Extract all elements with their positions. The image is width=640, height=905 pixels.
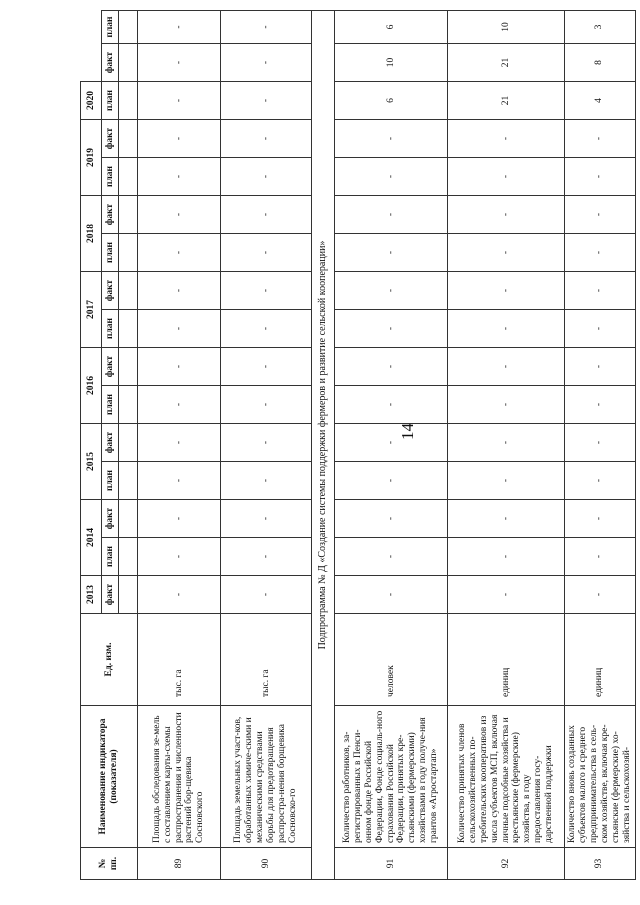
cell-value: 21 <box>448 82 565 120</box>
cell-value: - <box>138 576 221 614</box>
cell-value: - <box>335 196 448 234</box>
cell-value: - <box>335 462 448 500</box>
cell-value: - <box>221 44 312 82</box>
row-num: 92 <box>448 848 565 880</box>
cell-value: - <box>138 348 221 386</box>
header-fact: факт <box>102 272 119 310</box>
table-row <box>335 11 448 880</box>
header-fact: факт <box>102 120 119 158</box>
header-fact: факт <box>102 576 119 614</box>
row-name: Количество вновь созданных субъектов малого и среднего предпринимательства в сель-ском хозяйстве, включая кре-стьянские (фермерские) хо-зяйства и сельскохозяй- <box>565 706 636 848</box>
cell-value: - <box>565 576 636 614</box>
cell-value: - <box>335 234 448 272</box>
cell-value: - <box>138 462 221 500</box>
cell-value: - <box>448 196 565 234</box>
cell-value: - <box>221 538 312 576</box>
cell-value: - <box>448 500 565 538</box>
cell-value: - <box>221 120 312 158</box>
row-name: Количество принятых членов сельскохозяйственных по-требительских кооперативов из числа субъектов МСП, включая личные подсобные хозяйства и крестьянские (фермерские) хозяйства, в году предоставления госу-дарственной поддержки <box>448 706 565 848</box>
cell-value: - <box>221 158 312 196</box>
page-number: 14 <box>398 423 417 440</box>
cell-value: - <box>138 272 221 310</box>
header-year: 2016 <box>81 348 102 424</box>
cell-value: - <box>448 348 565 386</box>
cell-value: - <box>565 310 636 348</box>
cell-value: - <box>335 386 448 424</box>
cell-value: - <box>221 500 312 538</box>
header-row-years <box>81 11 102 880</box>
header-year: 2019 <box>81 120 102 196</box>
header-plan: план <box>102 158 119 196</box>
cell-value: 8 <box>565 44 636 82</box>
cell-value: - <box>138 196 221 234</box>
cell-value: - <box>138 500 221 538</box>
cell-value: - <box>448 120 565 158</box>
table-row <box>448 11 565 880</box>
header-fact: факт <box>102 196 119 234</box>
cell-value: 10 <box>448 11 565 44</box>
cell-value: - <box>448 386 565 424</box>
cell-value: - <box>565 424 636 462</box>
cell-value: - <box>448 158 565 196</box>
row-num: 93 <box>565 848 636 880</box>
row-unit: тыс. га <box>221 614 312 706</box>
cell-value: - <box>335 272 448 310</box>
cell-value: - <box>335 120 448 158</box>
cell-value: - <box>138 44 221 82</box>
header-fact: факт <box>102 500 119 538</box>
row-num: 91 <box>335 848 448 880</box>
cell-value: 21 <box>448 44 565 82</box>
header-plan: план <box>102 538 119 576</box>
cell-value: - <box>565 158 636 196</box>
cell-value: - <box>221 462 312 500</box>
cell-value: - <box>138 82 221 120</box>
cell-value: - <box>335 576 448 614</box>
cell-value: - <box>138 158 221 196</box>
row-num: 90 <box>221 848 312 880</box>
cell-value: - <box>138 310 221 348</box>
header-fact: факт <box>102 44 119 82</box>
header-year: 2014 <box>81 500 102 576</box>
header-plan: план <box>102 11 119 44</box>
cell-value: - <box>335 500 448 538</box>
header-year: 2020 <box>81 82 102 120</box>
section-row <box>312 11 335 880</box>
row-unit: человек <box>335 614 448 706</box>
row-num: 89 <box>138 848 221 880</box>
cell-value: - <box>138 11 221 44</box>
header-plan: план <box>102 310 119 348</box>
table-row <box>565 11 636 880</box>
header-plan: план <box>102 82 119 120</box>
cell-value: - <box>335 348 448 386</box>
cell-value: - <box>565 234 636 272</box>
header-num: № пп. <box>81 848 138 880</box>
cell-value: - <box>335 310 448 348</box>
section-title: Подпрограмма № Д «Создание системы поддержки фермеров и развитие сельской кооперации» <box>312 11 335 880</box>
cell-value: - <box>138 386 221 424</box>
cell-value: - <box>565 120 636 158</box>
cell-value: - <box>335 424 448 462</box>
cell-value: 4 <box>565 82 636 120</box>
header-plan: план <box>102 386 119 424</box>
cell-value: - <box>565 272 636 310</box>
cell-value: - <box>448 424 565 462</box>
cell-value: - <box>138 424 221 462</box>
cell-value: 6 <box>335 11 448 44</box>
table-row <box>138 11 221 880</box>
cell-value: - <box>221 424 312 462</box>
cell-value: - <box>221 272 312 310</box>
header-year: 2015 <box>81 424 102 500</box>
header-year: 2013 <box>81 576 102 614</box>
cell-value: 6 <box>335 82 448 120</box>
cell-value: - <box>448 462 565 500</box>
header-plan: план <box>102 234 119 272</box>
cell-value: - <box>221 234 312 272</box>
header-name: Наименование индикатора (показателя) <box>81 706 138 848</box>
cell-value: - <box>335 158 448 196</box>
header-unit: Ед. изм. <box>81 614 138 706</box>
header-plan: план <box>102 462 119 500</box>
cell-value: - <box>138 538 221 576</box>
row-name: Площадь обследования зе-мель с составлением карты-схемы распространения и численности растений бор-щевика Сосновского <box>138 706 221 848</box>
row-name: Количество работников, за-регистрированных в Пенси-онном фонде Российской Федерации, Фонде социаль-ного страхования Российской Федерации, принятых кре-стьянскими (фермерскими) хозяйствами в году получе-ния грантов «Агростартап» <box>335 706 448 848</box>
cell-value: - <box>448 234 565 272</box>
cell-value: - <box>221 576 312 614</box>
header-year: 2018 <box>81 196 102 272</box>
header-fact: факт <box>102 348 119 386</box>
cell-value: 10 <box>335 44 448 82</box>
cell-value: - <box>565 386 636 424</box>
cell-value: - <box>221 82 312 120</box>
header-fact: факт <box>102 424 119 462</box>
row-name: Площадь земельных участ-ков, обработанных химиче-скими и механическими средствами борьбы для предотвращения распростра-нения борщевика Сосновско-го <box>221 706 312 848</box>
cell-value: - <box>565 462 636 500</box>
cell-value: - <box>335 538 448 576</box>
row-unit: тыс. га <box>138 614 221 706</box>
cell-value: - <box>221 11 312 44</box>
header-year: 2017 <box>81 272 102 348</box>
cell-value: - <box>565 348 636 386</box>
cell-value: - <box>221 386 312 424</box>
row-unit: единиц <box>448 614 565 706</box>
cell-value: - <box>448 538 565 576</box>
cell-value: - <box>138 234 221 272</box>
cell-value: - <box>221 348 312 386</box>
row-unit: единиц <box>565 614 636 706</box>
cell-value: - <box>221 310 312 348</box>
cell-value: - <box>565 196 636 234</box>
table-row <box>221 11 312 880</box>
cell-value: - <box>448 576 565 614</box>
indicators-table <box>80 10 636 880</box>
cell-value: 3 <box>565 11 636 44</box>
cell-value: - <box>565 538 636 576</box>
cell-value: - <box>138 120 221 158</box>
cell-value: - <box>448 310 565 348</box>
cell-value: - <box>448 272 565 310</box>
cell-value: - <box>565 500 636 538</box>
rotated-table-container <box>80 10 640 880</box>
cell-value: - <box>221 196 312 234</box>
